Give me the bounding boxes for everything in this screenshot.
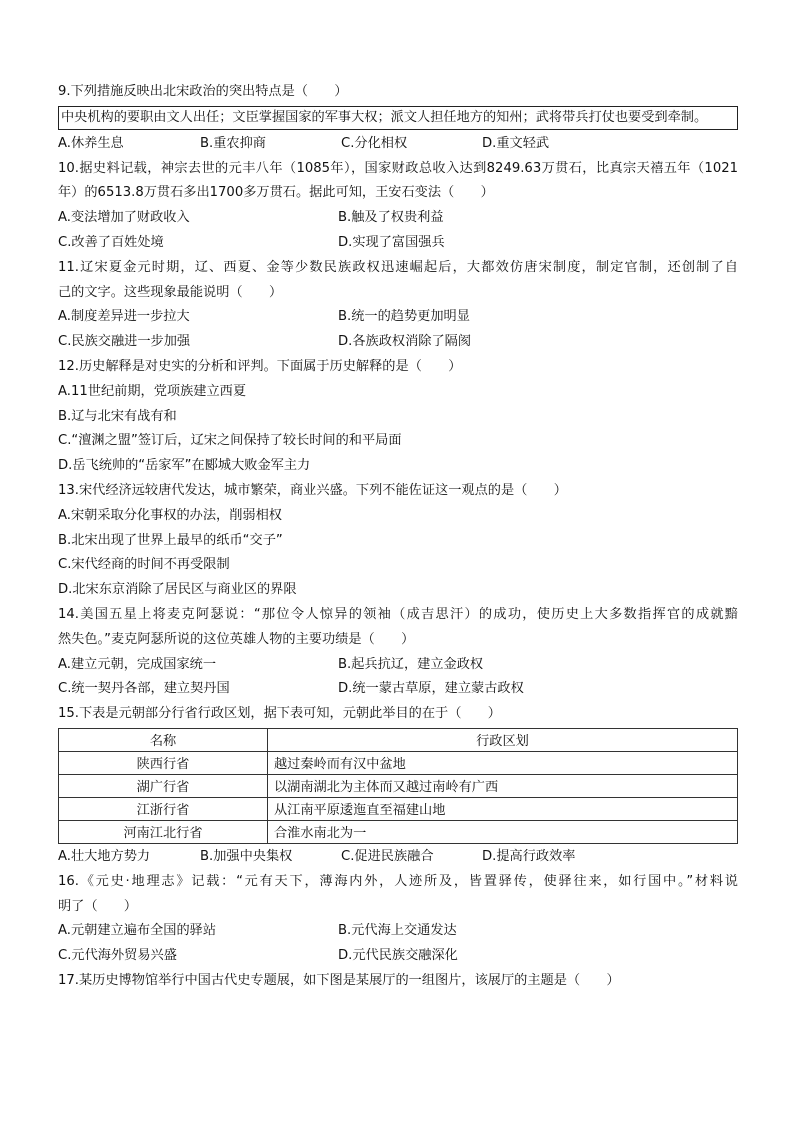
q12-option-b[interactable]: B.辽与北宋有战有和 <box>58 408 177 424</box>
q11-options-row1 <box>58 305 738 330</box>
q16-option-a[interactable]: A.元朝建立遍布全国的驿站 <box>58 923 217 939</box>
q16-option-c[interactable]: C.元代海外贸易兴盛 <box>58 948 177 964</box>
q11-option-b[interactable]: B.统一的趋势更加明显 <box>338 309 470 325</box>
table-cell-name: 河南江北行省 <box>59 820 268 843</box>
q13-stem: 13.宋代经济远较唐代发达，城市繁荣，商业兴盛。下列不能佐证这一观点的是（ ） <box>58 482 567 498</box>
q11-stem-line1: 11.辽宋夏金元时期，辽、西夏、金等少数民族政权迅速崛起后，大都效仿唐宋制度，制定官制，还创制了自 <box>58 259 738 275</box>
q9-stem: 9.下列措施反映出北宋政治的突出特点是（ ） <box>58 84 348 99</box>
q16-options-row1 <box>58 919 738 944</box>
table-row <box>59 797 738 820</box>
q15-option-d[interactable]: D.提高行政效率 <box>482 848 576 864</box>
q15-stem: 15.下表是元朝部分行省行政区划，据下表可知，元朝此举目的在于（ ） <box>58 706 501 722</box>
q12-option-c[interactable]: C.“澶渊之盟”签订后，辽宋之间保持了较长时间的和平局面 <box>58 433 402 449</box>
q14-stem-line2: 然失色。”麦克阿瑟所说的这位英雄人物的主要功绩是（ ） <box>58 631 415 647</box>
q16-stem-line2: 明了（ ） <box>58 898 138 914</box>
q10-option-c[interactable]: C.改善了百姓处境 <box>58 234 164 250</box>
q10-stem-line2: 年）的6513.8万贯石多出1700多万贯石。据此可知，王安石变法（ ） <box>58 185 494 201</box>
table-cell-name: 湖广行省 <box>59 774 268 797</box>
exam-page <box>58 80 738 994</box>
q9-option-c[interactable]: C.分化相权 <box>341 135 408 151</box>
q13-option-b[interactable]: B.北宋出现了世界上最早的纸币“交子” <box>58 532 283 548</box>
q9-material-box: 中央机构的要职由文人出任；文臣掌握国家的军事大权；派文人担任地方的知州；武将带兵打仗也要受到牵制。 <box>58 106 738 130</box>
q10-option-d[interactable]: D.实现了富国强兵 <box>338 234 445 250</box>
q11-option-d[interactable]: D.各族政权消除了隔阂 <box>338 334 472 350</box>
q14-option-a[interactable]: A.建立元朝，完成国家统一 <box>58 656 217 672</box>
q15-option-b[interactable]: B.加强中央集权 <box>200 848 293 864</box>
q13-option-d[interactable]: D.北宋东京消除了居民区与商业区的界限 <box>58 582 297 598</box>
q11-stem-line2: 己的文字。这些现象最能说明（ ） <box>58 284 283 300</box>
q16-options-row2 <box>58 944 738 969</box>
q11-options-row2 <box>58 330 738 355</box>
q9-option-d[interactable]: D.重文轻武 <box>482 135 550 151</box>
q11-option-c[interactable]: C.民族交融进一步加强 <box>58 334 191 350</box>
table-cell-region: 越过秦岭而有汉中盆地 <box>268 751 738 774</box>
table-cell-name: 江浙行省 <box>59 797 268 820</box>
q11-option-a[interactable]: A.制度差异进一步拉大 <box>58 309 190 325</box>
q12-stem: 12.历史解释是对史实的分析和评判。下面属于历史解释的是（ ） <box>58 358 462 374</box>
q12-option-a[interactable]: A.11世纪前期，党项族建立西夏 <box>58 383 247 399</box>
q9-option-b[interactable]: B.重农抑商 <box>200 135 266 151</box>
q9-options <box>58 132 738 157</box>
table-row <box>59 751 738 774</box>
q14-options-row2 <box>58 677 738 702</box>
q14-options-row1 <box>58 653 738 678</box>
table-row <box>59 774 738 797</box>
q10-options-row2 <box>58 231 738 256</box>
province-table <box>58 728 738 844</box>
q14-option-b[interactable]: B.起兵抗辽，建立金政权 <box>338 656 484 672</box>
q15-options <box>58 845 738 870</box>
q16-option-d[interactable]: D.元代民族交融深化 <box>338 948 458 964</box>
q10-stem-line1: 10.据史料记载，神宗去世的元丰八年（1085年），国家财政总收入达到8249.63万贯石，比真宗天禧五年（1021 <box>58 160 738 176</box>
table-header-region: 行政区划 <box>268 728 738 751</box>
q14-stem-line1: 14.美国五星上将麦克阿瑟说：“那位令人惊异的领袖（成吉思汗）的成功，使历史上大多数指挥官的成就黯 <box>58 606 738 622</box>
table-cell-region: 从江南平原逶迤直至福建山地 <box>268 797 738 820</box>
table-header-name: 名称 <box>59 728 268 751</box>
table-header-row <box>59 728 738 751</box>
q14-option-d[interactable]: D.统一蒙古草原，建立蒙古政权 <box>338 681 524 697</box>
table-row <box>59 820 738 843</box>
q15-option-a[interactable]: A.壮大地方势力 <box>58 848 151 864</box>
q9-option-a[interactable]: A.休养生息 <box>58 135 124 151</box>
table-cell-region: 合淮水南北为一 <box>268 820 738 843</box>
table-cell-region: 以湖南湖北为主体而又越过南岭有广西 <box>268 774 738 797</box>
q10-option-b[interactable]: B.触及了权贵利益 <box>338 210 444 226</box>
q10-option-a[interactable]: A.变法增加了财政收入 <box>58 210 190 226</box>
q10-options-row1 <box>58 206 738 231</box>
q16-option-b[interactable]: B.元代海上交通发达 <box>338 923 457 939</box>
q15-option-c[interactable]: C.促进民族融合 <box>341 848 434 864</box>
q12-option-d[interactable]: D.岳飞统帅的“岳家军”在郾城大败金军主力 <box>58 458 311 474</box>
table-cell-name: 陕西行省 <box>59 751 268 774</box>
q16-stem-line1: 16.《元史·地理志》记载：“元有天下，薄海内外，人迹所及，皆置驿传，使驿往来，如行国中。”材料说 <box>58 873 738 889</box>
q13-option-c[interactable]: C.宋代经商的时间不再受限制 <box>58 557 230 573</box>
q17-stem: 17.某历史博物馆举行中国古代史专题展，如下图是某展厅的一组图片，该展厅的主题是（ ） <box>58 972 620 988</box>
q13-option-a[interactable]: A.宋朝采取分化事权的办法，削弱相权 <box>58 507 282 523</box>
q14-option-c[interactable]: C.统一契丹各部，建立契丹国 <box>58 681 230 697</box>
